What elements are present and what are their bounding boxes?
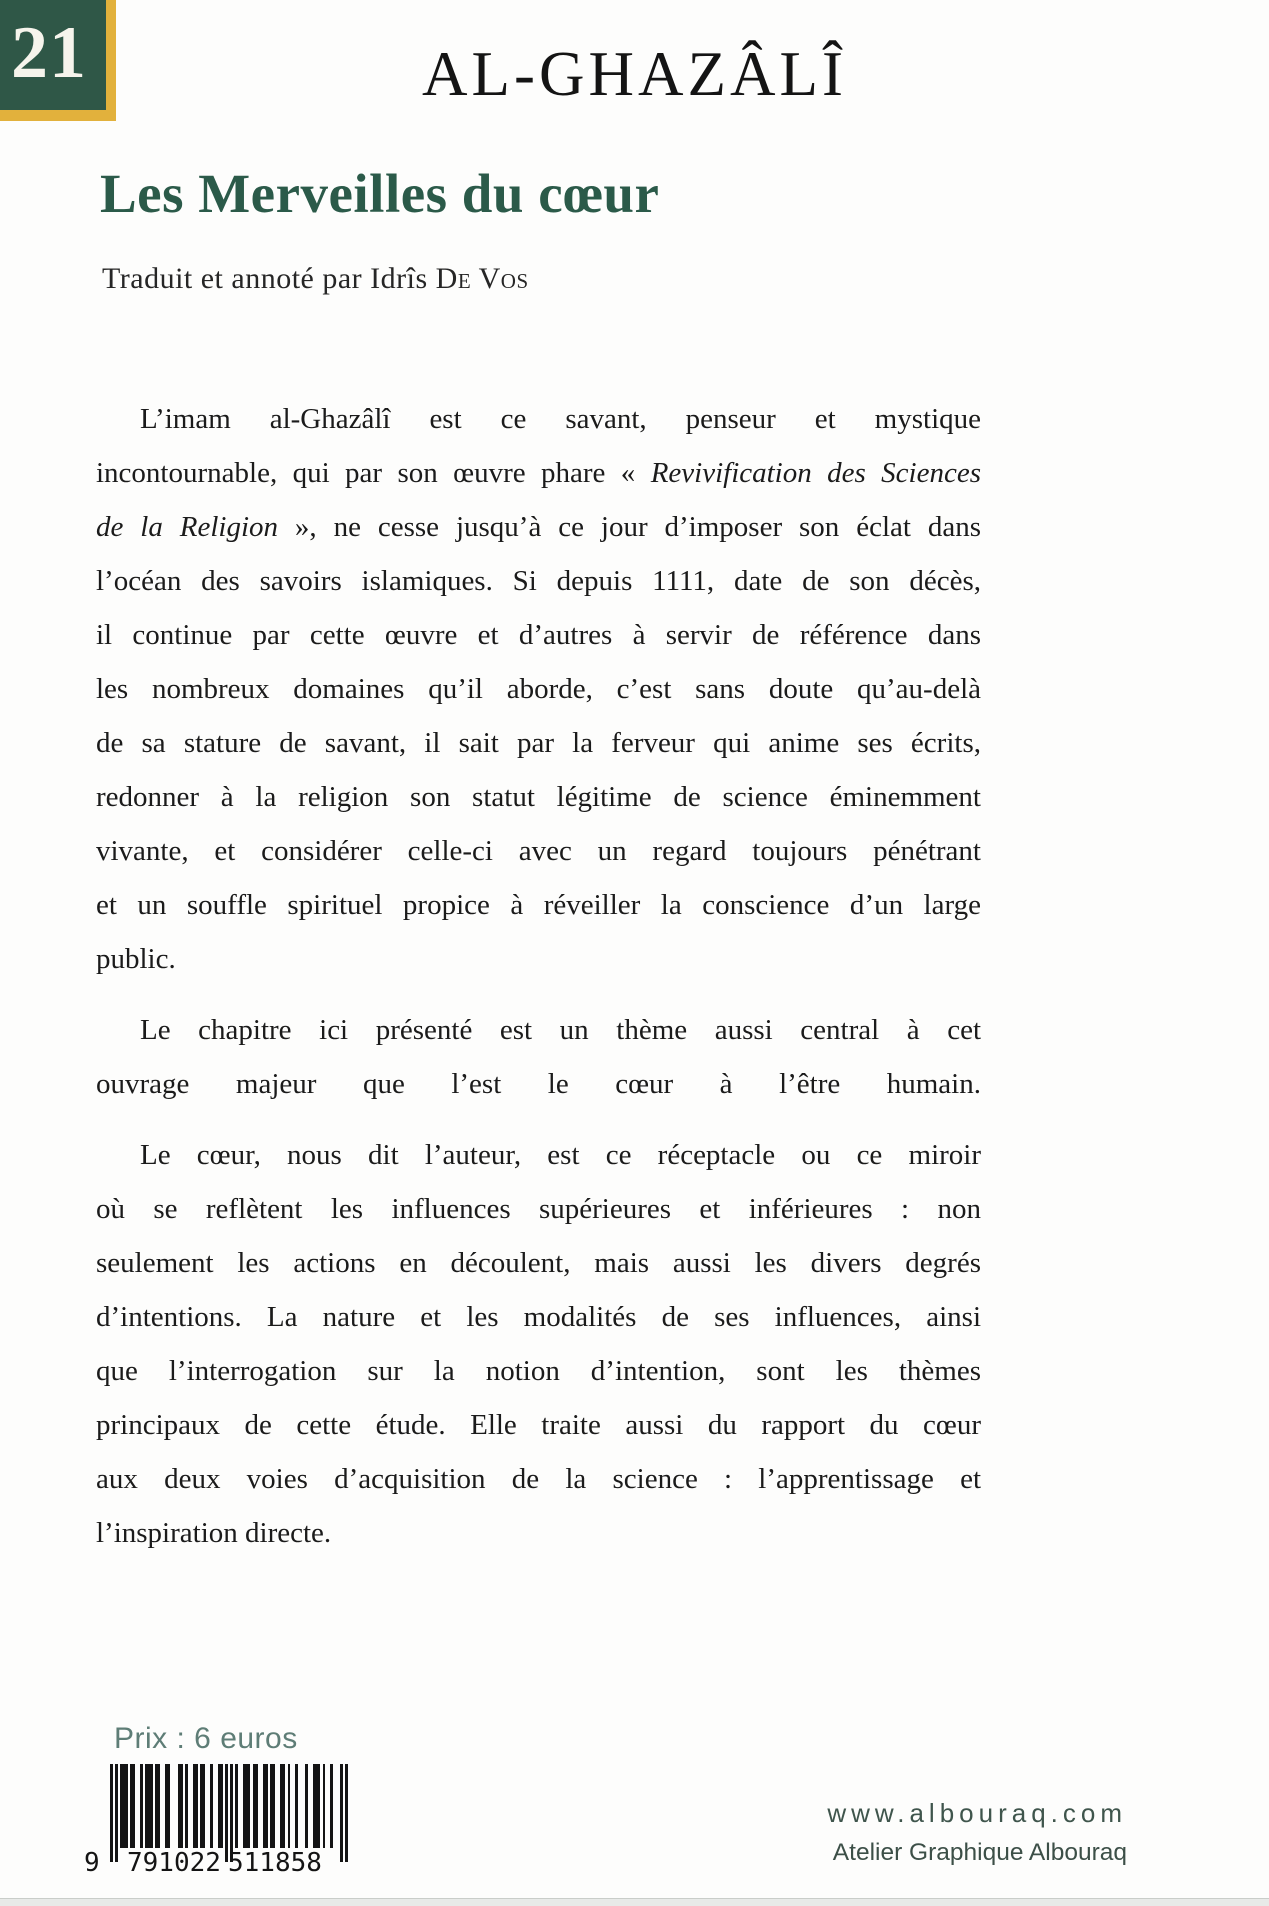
text-line	[96, 392, 981, 446]
text-segment: ouvrage majeur que l’est le cœur à l’être humain.	[96, 1068, 981, 1100]
text-line	[96, 770, 981, 824]
text-segment: de sa stature de savant, il sait par la ferveur qui anime ses écrits,	[96, 727, 981, 759]
text-segment: où se reflètent les influences supérieures et inférieures : non	[96, 1193, 981, 1225]
text-line	[96, 1236, 981, 1290]
text-line	[96, 1003, 981, 1057]
author-name: AL-GHAZÂLÎ	[422, 39, 847, 109]
book-title: Les Merveilles du cœur	[100, 163, 660, 224]
text-segment: que l’interrogation sur la notion d’intention, sont les thèmes	[96, 1355, 981, 1387]
text-segment: public.	[96, 943, 176, 975]
website-url: www.albouraq.com	[827, 1798, 1127, 1828]
barcode	[84, 1764, 370, 1884]
scan-bottom-edge	[0, 1898, 1269, 1906]
paragraph	[96, 392, 981, 986]
text-segment: et un souffle spirituel propice à réveiller la conscience d’un large	[96, 889, 981, 921]
text-line	[96, 554, 981, 608]
text-line	[96, 932, 981, 986]
text-line	[96, 662, 981, 716]
text-segment: les nombreux domaines qu’il aborde, c’est sans doute qu’au-delà	[96, 673, 981, 705]
text-segment: il continue par cette œuvre et d’autres à servir de référence dans	[96, 619, 981, 651]
text-line	[96, 1057, 981, 1111]
text-line	[96, 824, 981, 878]
text-segment: L’imam al-Ghazâlî est ce savant, penseur et mystique	[140, 403, 981, 435]
text-line	[96, 500, 981, 554]
text-segment: », ne cesse jusqu’à ce jour d’imposer son éclat dans	[278, 511, 981, 543]
translator-credit-prefix: Traduit et annoté par Idrîs	[102, 262, 436, 295]
text-segment: seulement les actions en découlent, mais aussi les divers degrés	[96, 1247, 981, 1279]
text-segment: vivante, et considérer celle-ci avec un regard toujours pénétrant	[96, 835, 981, 867]
text-line	[96, 1128, 981, 1182]
text-segment: Le chapitre ici présenté est un thème aussi central à cet	[140, 1014, 981, 1046]
text-segment: l’inspiration directe.	[96, 1517, 332, 1549]
text-line	[96, 446, 981, 500]
price-label: Prix : 6 euros	[114, 1722, 298, 1755]
text-line	[96, 1182, 981, 1236]
paragraph	[96, 1128, 981, 1560]
text-line	[96, 878, 981, 932]
studio-name: Atelier Graphique Albouraq	[832, 1839, 1127, 1866]
text-line	[96, 608, 981, 662]
barcode-digit-left: 9	[84, 1848, 100, 1878]
italic-text-segment: Revivification des Sciences	[650, 457, 982, 489]
barcode-bar	[345, 1764, 348, 1862]
translator-name: De Vos	[435, 262, 529, 295]
text-line	[96, 716, 981, 770]
text-line	[96, 1506, 981, 1560]
text-line	[96, 1452, 981, 1506]
text-segment: aux deux voies d’acquisition de la science : l’apprentissage et	[96, 1463, 981, 1495]
paragraph	[96, 1003, 981, 1111]
text-line	[96, 1344, 981, 1398]
italic-text-segment: de la Religion	[96, 511, 279, 543]
text-line	[96, 1290, 981, 1344]
text-segment: redonner à la religion son statut légitime de science éminemment	[96, 781, 981, 813]
barcode-digits-left: 791022	[127, 1848, 221, 1878]
text-segment: principaux de cette étude. Elle traite aussi du rapport du cœur	[96, 1409, 981, 1441]
text-segment: l’océan des savoirs islamiques. Si depuis 1111, date de son décès,	[96, 565, 981, 597]
text-segment: d’intentions. La nature et les modalités de ses influences, ainsi	[96, 1301, 981, 1333]
publisher-block	[827, 1798, 1127, 1867]
text-segment: incontournable, qui par son œuvre phare «	[96, 457, 651, 489]
description	[96, 392, 981, 1577]
series-number: 21	[11, 12, 87, 94]
text-segment: Le cœur, nous dit l’auteur, est ce réceptacle ou ce miroir	[140, 1139, 981, 1171]
translator-credit	[102, 262, 529, 296]
text-line	[96, 1398, 981, 1452]
barcode-digits-right: 511858	[228, 1848, 322, 1878]
